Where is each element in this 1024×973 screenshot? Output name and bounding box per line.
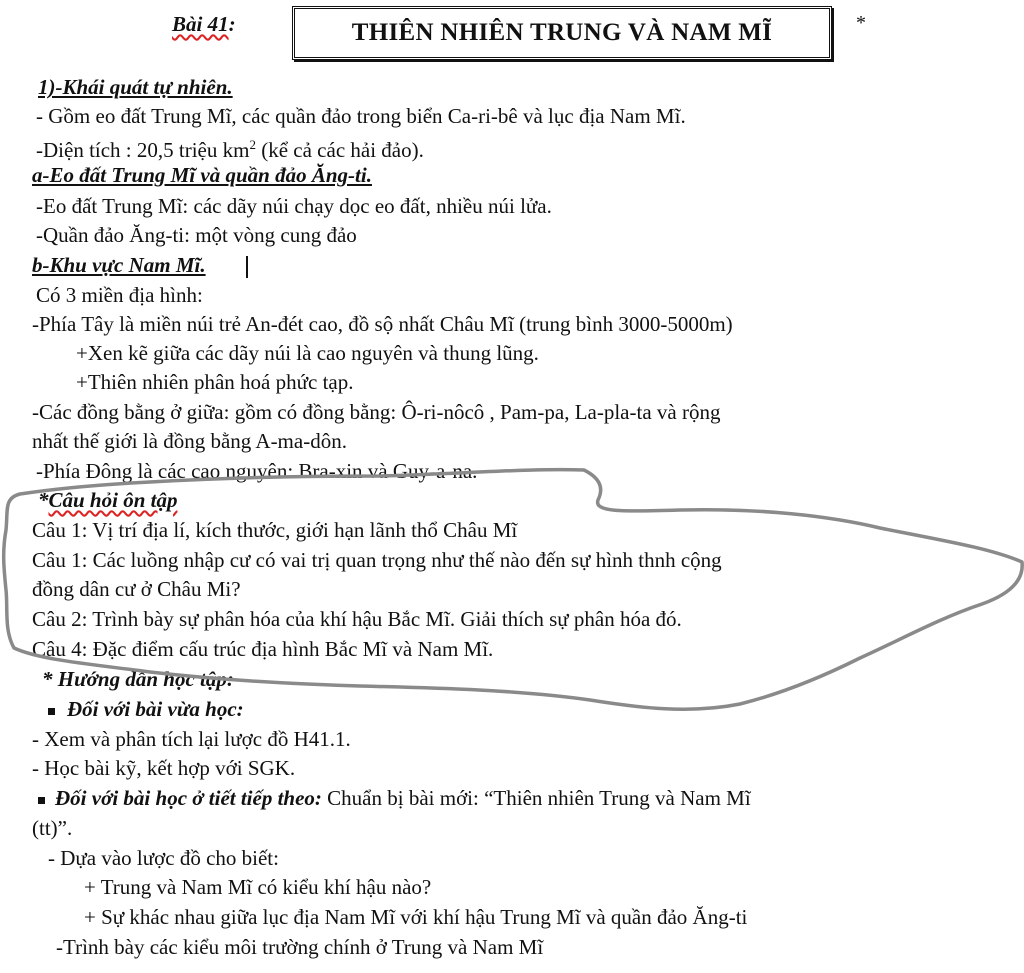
guide-sub1 [48, 696, 244, 722]
guide-sub2-label: Đối với bài học ở tiết tiếp theo: [55, 786, 322, 810]
guide-sub2 [38, 785, 751, 811]
review-question-2a: Câu 1: Các luồng nhập cư có vai trị quan trọng như thế nào đến sự hình thnh cộng [32, 548, 722, 572]
section-b-heading: b-Khu vực Nam Mĩ. [32, 253, 206, 277]
guide-item5: + Sự khác nhau giữa lục địa Nam Mĩ với khí hậu Trung Mĩ và quần đảo Ăng-ti [84, 905, 748, 929]
guide-item6: -Trình bày các kiểu môi trường chính ở Trung và Nam Mĩ [56, 935, 544, 959]
guide-sub2-cont: (tt)”. [32, 816, 73, 840]
review-heading-text: Câu hỏi ôn tập [48, 488, 178, 512]
section-a-heading: a-Eo đất Trung Mĩ và quần đảo Ăng-ti. [32, 163, 372, 187]
section-b-line2: -Phía Tây là miền núi trẻ An-đét cao, đồ sộ nhất Châu Mĩ (trung bình 3000-5000m) [32, 312, 733, 336]
lesson-number: Bài 41 [172, 12, 229, 36]
section-a-line2: -Quần đảo Ăng-ti: một vòng cung đảo [36, 223, 357, 247]
section-b-line4: +Thiên nhiên phân hoá phức tạp. [76, 370, 354, 394]
section1-line2 [36, 132, 424, 163]
area-note: (kể cả các hải đảo). [255, 138, 424, 162]
review-question-1: Câu 1: Vị trí địa lí, kích thước, giới hạn lãnh thổ Châu Mĩ [32, 518, 518, 542]
review-heading [38, 487, 177, 513]
section1-line1: - Gồm eo đất Trung Mĩ, các quần đảo trong biển Ca-ri-bê và lục địa Nam Mĩ. [36, 104, 686, 128]
page-title: THIÊN NHIÊN TRUNG VÀ NAM MĨ [351, 19, 773, 46]
lesson-colon: : [228, 12, 236, 36]
review-question-2b: đồng dân cư ở Châu Mi? [32, 577, 241, 601]
section-b-line7: -Phía Đông là các cao nguyên: Bra-xin và Guy-a-na. [36, 459, 478, 483]
lesson-label [172, 12, 236, 37]
title-box [292, 6, 832, 60]
guide-item1: - Xem và phân tích lại lược đồ H41.1. [32, 727, 351, 751]
guide-sub1-text: Đối với bài vừa học: [67, 697, 244, 721]
section-b-line5: -Các đồng bằng ở giữa: gồm có đồng bằng: Ô-ri-nôcô , Pam-pa, La-pla-ta và rộng [32, 400, 721, 424]
guide-item4: + Trung và Nam Mĩ có kiểu khí hậu nào? [84, 875, 432, 899]
review-question-3: Câu 2: Trình bày sự phân hóa của khí hậu Bắc Mĩ. Giải thích sự phân hóa đó. [32, 607, 682, 631]
guide-item3: - Dựa vào lược đồ cho biết: [48, 846, 279, 870]
area-superscript: 2 [249, 137, 256, 152]
square-bullet-icon [48, 708, 55, 715]
guide-sub2-text: Chuẩn bị bài mới: “Thiên nhiên Trung và Nam Mĩ [321, 786, 751, 810]
section-b-line6: nhất thế giới là đồng bằng A-ma-dôn. [32, 429, 347, 453]
title-star: * [856, 12, 866, 34]
guide-heading: * Hướng dẫn học tập: [42, 667, 234, 691]
section-b-line3: +Xen kẽ giữa các dãy núi là cao nguyên và thung lũng. [76, 341, 539, 365]
area-text: -Diện tích : 20,5 triệu km [36, 138, 250, 162]
section-b-line1: Có 3 miền địa hình: [36, 283, 203, 307]
text-cursor [246, 256, 248, 278]
section1-heading: 1)-Khái quát tự nhiên. [38, 75, 233, 99]
review-question-4: Câu 4: Đặc điểm cấu trúc địa hình Bắc Mĩ và Nam Mĩ. [32, 637, 494, 661]
square-bullet-icon [38, 797, 45, 804]
guide-item2: - Học bài kỹ, kết hợp với SGK. [32, 756, 296, 780]
review-star: * [38, 488, 49, 512]
section-a-line1: -Eo đất Trung Mĩ: các dãy núi chạy dọc eo đất, nhiều núi lửa. [36, 194, 552, 218]
